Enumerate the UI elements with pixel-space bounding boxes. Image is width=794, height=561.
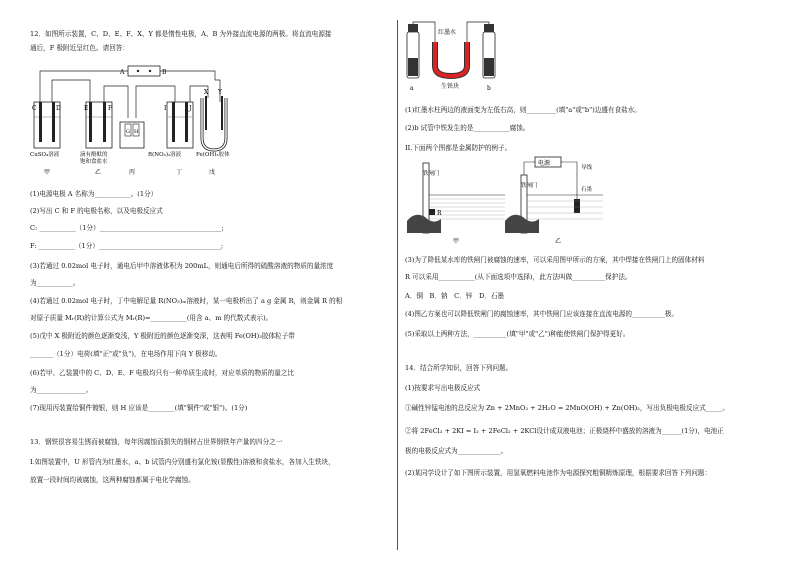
solution-rno3: R(NO₃)₂溶液 <box>148 152 182 158</box>
q12-part3-line1: (3)若通过 0.02mol 电子时，通电后甲中溶液体积为 200mL，则通电后所得的硫酸溶液的物质的量浓度 <box>30 262 334 270</box>
cell-label-bing: 丙 <box>129 169 136 176</box>
electrolysis-diagram <box>30 62 270 182</box>
q12-part1: (1)电源电极 A 名称为___________。(1分） <box>30 190 158 198</box>
tube-b-label: b <box>487 85 491 92</box>
electrode-j: J <box>189 105 192 112</box>
r-label: R <box>437 210 442 217</box>
q12-intro-line1: 12．如图所示装置，C、D、E、F、X、Y 都是惰性电极，A、B 为外接直流电源的两极。将直流电源接 <box>30 30 332 38</box>
q12-part3-line2: 为___________。 <box>30 279 80 287</box>
red-ink-label: 红墨水 <box>438 29 457 36</box>
q13-options: A．铜 B．钠 C．锌 D．石墨 <box>405 292 505 300</box>
solution-brine-1: 滴有酚酞的 <box>80 152 108 158</box>
q13-part5: (5)采取以上两种方法，__________(填"甲"或"乙")种能使铁闸门保护得更好。 <box>405 330 630 338</box>
q12-c-line: C: ___________（1分）_____________________________________; <box>30 224 224 232</box>
cell-label-yi: 乙 <box>95 169 102 176</box>
power-label: 电源 <box>538 160 551 167</box>
q13-part3-line2: R 可以采用___________(从下面选项中选择)，此方法叫做__________保护法。 <box>405 273 632 281</box>
column-divider <box>397 20 398 550</box>
q12-part5-line2: _______（1分）电荷(填"正"或"负")，在电场作用下向 Y 极移动。 <box>30 350 222 358</box>
tube-a-label: a <box>410 85 414 92</box>
electrode-h: H <box>134 129 139 135</box>
q14-intro: 14．结合所学知识，回答下列问题。 <box>405 364 513 372</box>
q12-part2: (2)写出 C 和 F 的电极名称，以及电极反应式 <box>30 207 163 215</box>
q13-part-i-line2: 放置一段时间均被腐蚀，这两种腐蚀都属于电化学腐蚀。 <box>30 476 195 484</box>
q12-f-line: F: ___________（1分）_____________________________________; <box>30 242 224 250</box>
power-source <box>128 66 160 76</box>
q13-part2: (2)b 试管中铁发生的是___________腐蚀。 <box>405 124 530 132</box>
q13-part-i-line1: I.如图装置中，U 形管内为红墨水，a、b 试管内分别盛有氯化铵(显酸性)溶液和食盐水，各加入生铁块， <box>30 458 335 466</box>
q12-part6-line1: (6)若甲、乙装置中的 C、D、E、F 电极均只有一种单质生成时，对应单质的物质的量之比 <box>30 369 295 377</box>
q14-part1b-line2: 极的电极反应式为_____________。 <box>405 447 508 455</box>
q13-intro: 13．钢铁很容易生锈而被腐蚀，每年因腐蚀而损失的钢材占世界钢铁年产量的四分之一 <box>30 438 283 446</box>
q13-part1: (1)红墨水柱两边的液面变为左低右高，则_________(填"a"或"b")边盛有食盐水。 <box>405 106 641 114</box>
q13-part-ii: II.下面两个图都是金属防护的例子。 <box>405 144 512 152</box>
electrode-d: D <box>56 105 61 112</box>
solution-cuso4: CuSO₄溶液 <box>30 152 60 158</box>
solution-brine-2: 饱和食盐水 <box>80 159 108 165</box>
wire-label: 导线 <box>581 165 593 171</box>
pig-iron-label: 生铁块 <box>441 83 460 90</box>
q12-part4-line1: (4)若通过 0.02mol 电子时，丁中电解足量 R(NO₃)ₘ溶液时，某一电极析出了 a g 金属 R，则金属 R 的相 <box>30 297 343 305</box>
electrode-x: X <box>204 89 209 96</box>
source-a-label: A <box>120 69 125 76</box>
gate-label-jia: 铁闸门 <box>423 171 440 177</box>
q14-part1b-line1: ②将 2FeCl₃ + 2KI = I₂ + 2FeCl₂ + 2KCl设计成双液电池；正极烧杯中盛放的溶液为______(1分)，电池正 <box>405 427 724 435</box>
q12-part5-line1: (5)戊中 X 极附近的颜色逐渐变浅，Y 极附近的颜色逐渐变深，这表明 Fe(OH)₃胶体粒子带 <box>30 332 295 340</box>
electrode-y: Y <box>218 89 222 96</box>
electrode-i: I <box>164 105 167 112</box>
corrosion-figure <box>405 22 515 92</box>
q12-part6-line2: 为_______________。 <box>30 386 93 394</box>
q12-part7: (7)现用丙装置给铜件镀银，则 H 应该是________(填"铜件"或"银")。(1分) <box>30 404 248 412</box>
figure-yi-label: 乙 <box>555 238 562 245</box>
cell-label-ding: 丁 <box>176 169 183 176</box>
q13-part3-line1: (3)为了降低某水库的铁闸门被腐蚀的速率，可以采用图甲所示的方案，其中焊接在铁闸门上的固体材料 <box>405 256 705 264</box>
source-b-label: B <box>162 69 167 76</box>
gate-protection-figure <box>405 155 605 245</box>
cell-label-jia: 甲 <box>44 169 51 176</box>
q12-intro-line2: 通后，F 极附近呈红色。请回答： <box>30 44 129 52</box>
electrode-c: C <box>32 105 37 112</box>
electrode-f: F <box>108 105 113 112</box>
solution-feoh3: Fe(OH)₃胶体 <box>196 152 230 158</box>
electrode-e: E <box>84 105 89 112</box>
q14-part2: (2)某同学设计了如下图所示装置，用氢氧燃料电池作为电源探究粗铜精炼原理，根据要求回答下列问题： <box>405 469 712 477</box>
q14-part1a: ①碱性锌锰电池的总反应为 Zn + 2MnO₂ + 2H₂O = 2MnO(OH) + Zn(OH)₂，写出负极电极反应式_____。 <box>405 404 729 412</box>
graphite-label: 石墨 <box>581 187 593 193</box>
q13-part4: (4)图乙方案也可以降低铁闸门的腐蚀速率，其中铁闸门应该连接在直流电源的__________极。 <box>405 310 679 318</box>
cell-label-wu: 戊 <box>209 169 216 176</box>
q12-part4-line2: 对原子质量 Mᵣ(R)的计算公式为 Mᵣ(R)=___________(用含 a、m 的代数式表示)。 <box>30 314 273 322</box>
figure-jia-label: 甲 <box>453 238 460 245</box>
gate-label-yi: 铁闸门 <box>521 183 538 189</box>
q14-part1: (1)按要求写出电极反应式 <box>405 384 481 392</box>
electrode-g: G <box>126 129 130 135</box>
